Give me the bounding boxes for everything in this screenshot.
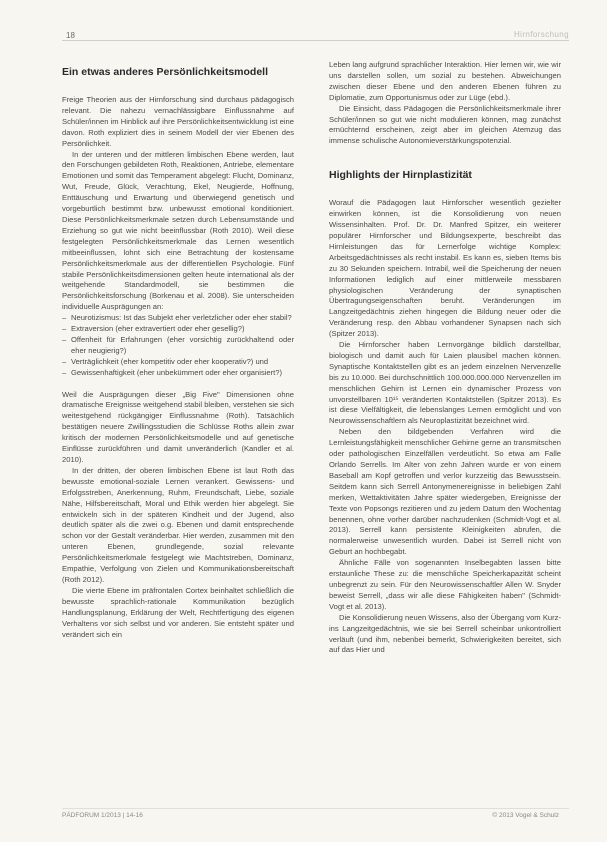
section-heading-hirnplastizitaet: Highlights der Hirnplastizität [329,169,472,182]
paragraph: Neben den bildgebenden Verfahren wird die Lernleistungsfähigkeit menschlicher Gehirne gerne an transmitschen oder pathologischen Einzelfällen verdeutlicht. So etwa am Falle Orlando Serrells. Im Alter von zehn Jahren wurde er von einem Baseball am Kopf getroffen und verlor kurzzeitig das Bewusstsein. Seitdem kann sich Serrell Antonymenereignisse in beliebigen Zahl merken, Wettaktivitäten Jahre später wiedergeben, Ereignisse der Texte von Popsongs rezitieren und zu jedem Datum den Wochentag benennen, ohne vorher darüber nachzudenken (Schmidt-Vogt et al. 2013). Serrell kann persistente Kleinigkeiten abrufen, die normalerweise unwesentlich wurden. Dabei ist Serrell nicht von Geburt an hochbegabt. [329,427,561,557]
paragraph: In der unteren und der mittleren limbischen Ebene werden, laut den Forschungen gebildeten Roth, Reaktionen, Antriebe, elementare Emotionen und somit das Temperament abgelegt: Flucht, Dominanz, Wut, Freude, Glück, Verachtung, Ekel, Neugierde, Hoffnung, Enttäuschung und Erwartung und überwiegend genetisch und vorgeburtlich bestimmt bzw. unbewusst emotional konditioniert. Diese Persönlichkeitsmerkmale setzen durch Lebensumstände und Erziehung so gut wie nicht beeinflussbar (Roth 2010). Weil diese festgelegten Persönlichkeitsmerkmale das Lernen wesentlich mitbeeinflussen, lohnt sich eine Betrachtung der kostensame Persönlichkeitsmerkmale aus der differentiellen Psychologie. Fünf stabile Persönlichkeitsdimensionen gelten heute international als der weitgehende Standardmodell, sie bestimmen die Persönlichkeitsforschung (Borkenau et al. 2008). Sie unterscheiden individuelle Ausprägungen an: [62,149,294,312]
list-item: – Offenheit für Erfahrungen (eher vorsichtig zurückhaltend oder eher neugierig?) [62,335,294,357]
paragraph: Die Konsolidierung neuen Wissens, also der Übergang vom Kurz- ins Langzeitgedächtnis, wie sie bei Serrell scheinbar unkontrolliert verläuft (und ihm, nebenbei bemerkt, Schwierigkeiten bereitet, sich auf das Hier und [329,612,561,655]
list-item: – Gewissenhaftigkeit (eher unbekümmert oder eher organisiert?) [62,368,294,379]
big-five-list [62,313,294,378]
header-rule [62,40,569,41]
paragraph: Die Einsicht, dass Pädagogen die Persönlichkeitsmerkmale ihrer Schüler/innen so gut wie nicht modulieren können, mag zunächst ernüchternd erscheinen, zeigt aber im gleichen Atemzug das immense schulische Autonomieverstärkungspotenzial. [329,103,561,146]
paragraph: Die vierte Ebene im präfrontalen Cortex beinhaltet schließlich die bewusste sprachlich-rationale Kommunikation bezüglich Handlungsplanung, Erklärung der Welt, Rechtfertigung des eigenen Verhaltens vor sich selbst und vor anderen. Sie entsteht später und verändert sich ein [62,585,294,639]
paragraph: Worauf die Pädagogen laut Hirnforscher wesentlich gezielter einwirken können, ist die Konsolidierung von neuen Wissensinhalten. Prof. Dr. Dr. Manfred Spitzer, ein weiterer populärer Hirnforscher und Bildungsexperte, beschreibt das Hirnleistungen das für Lernerfolge wichtige Komplex: Arbeitsgedächtnisses als recht instabil. Es kann es, sieben Items bis zu 30 Sekunden speichern. Intrabil, weil die Speicherung der neuen Informationen lediglich auf einer mittlerweile messbaren physiologischen Veränderung der synaptischen Übertragungseigenschaften beruht. Veränderungen im Langzeitgedächtnis ziehen hingegen die Bildung neuer oder die Veränderung resp. den Abbau vorhandener Synapsen nach sich (Spitzer 2013). [329,198,561,339]
list-item: – Neurotizismus: Ist das Subjekt eher verletzlicher oder eher stabil? [62,313,294,324]
paragraph: Weil die Ausprägungen dieser „Big Five" Dimensionen ohne dramatische Ereignisse weitgehend stabil bleiben, verstehen sie sich weitestgehend rückgängiger Einflussnahme (Roth). Tatsächlich bestätigen neuere Zwillingsstudien die Schlüsse Roths allein zwar kritisch der modernen Persönlichkeitsmodelle und auf genetische Einflüsse zurückführen und damit unveränderlich (Kandler et al. 2010). [62,389,294,464]
spacer [329,147,561,169]
page-number: 18 [66,31,75,40]
running-title: Hirnforschung [513,30,569,39]
spacer [62,379,294,390]
left-column [62,60,294,640]
paragraph: Freige Theorien aus der Hirnforschung sind durchaus pädagogisch relevant. Die nahezu vernachlässigbare Einflussnahme auf Schüler/innen im Hinblick auf ihre Persönlichkeitsentwicklung ist eine davon. Roth expliziert dies in seinem Modell der vier Ebenen des Persönlichkeit. [62,95,294,148]
section-heading-persoenlichkeitsmodell: Ein etwas anderes Persönlichkeitsmodell [62,66,268,78]
footer-citation: PÄDFORUM 1/2013 | 14-16 [62,812,143,819]
paragraph: Die Hirnforscher haben Lernvorgänge bildlich darstellbar, biologisch und damit auch für Laien plausibel machen können. Synaptische Kontaktstellen gibt es an jedem einzelnen Nervenzelle bis zu 10.000. Bei durchschnittlich 100.000.000.000 Nervenzellen im menschlichen Gehirn ist Lernen ein dynamischer Prozess von unvorstellbaren 10¹⁵ veränderten Kontaktstellen (Spitzer 2013). Es ist diese Vielfältigkeit, die lebenslanges Lernen ermöglicht und von Neurowissenschaftlern als Neuroplastizität bezeichnet wird. [329,340,561,426]
right-column [329,60,561,656]
footer-copyright: © 2013 Vogel & Schulz [492,812,559,819]
list-item: – Extraversion (eher extravertiert oder eher gesellig?) [62,324,294,335]
footer-rule [62,808,569,809]
paragraph: Leben lang aufgrund sprachlicher Interaktion. Hier lernen wir, wie wir uns darstellen sollen, um sozial zu bestehen. Abweichungen zwischen dieser Ebene und den anderen Ebenen führen zu Diplomatie, zum Opportunismus oder zur Lüge (ebd.). [329,60,561,102]
paragraph: In der dritten, der oberen limbischen Ebene ist laut Roth das bewusste emotional-soziale Lernen verankert. Gewissens- und Erfolgsstreben, Anerkennung, Ruhm, Freundschaft, Liebe, soziale Nähe, Hilfsbereitschaft, Moral und Ethik werden hier abgelegt. Sie entwickeln sich in der späteren Kindheit und der Jugend, also deutlich später als die zwei o.g. Ebenen und damit entsprechende schon vor der Gestalt veränderbar. Hier werden, zusammen mit den unteren Ebenen, grundlegende, sozial relevante Persönlichkeitsmerkmale festgelegt wie Machtstreben, Dominanz, Empathie, Verfolgung von Zielen und Kommunikationsbereitschaft (Roth 2012). [62,465,294,584]
paragraph: Ähnliche Fälle von sogenannten Inselbegabten lassen bitte erstaunliche These zu: die menschliche Speicherkapazität scheint unbegrenzt zu sein. Für den Neurowissenschaftler Allen W. Snyder beweist Serrell, „dass wir alle diese Fähigkeiten haben" (Schmidt-Vogt et al. 2013). [329,558,561,611]
list-item: – Verträglichkeit (eher kompetitiv oder eher kooperativ?) und [62,357,294,368]
